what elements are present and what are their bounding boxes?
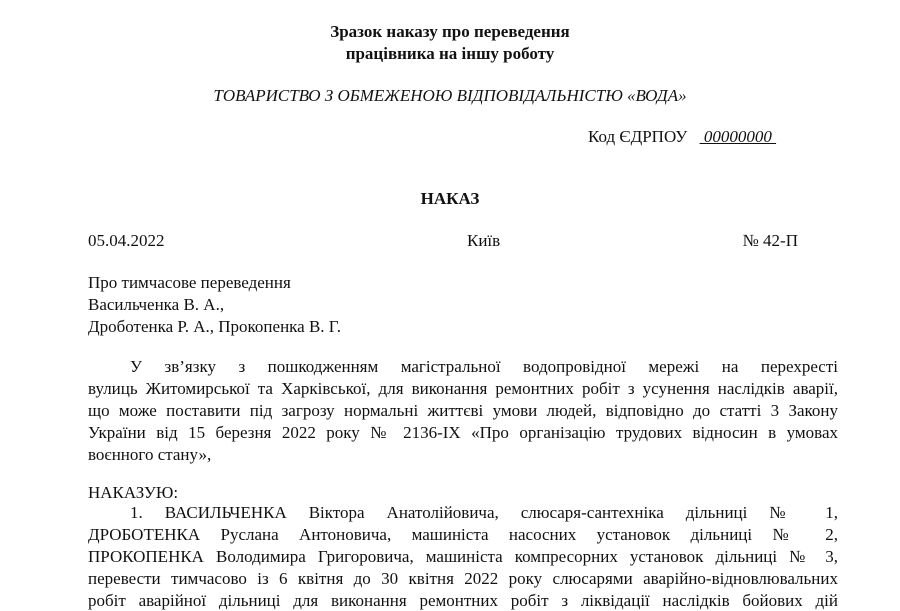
order-item1-line-5: робіт аварійної дільниці для виконання ремонтних робіт з ліквідації наслідків бойових дій [88, 591, 838, 610]
order-city: Київ [467, 231, 501, 250]
document-title-line2: працівника на іншу роботу [345, 44, 555, 63]
order-item1-line-4: перевести тимчасово із 6 квітня до 30 квітня 2022 року слюсарями аварійно-відновлювальних [88, 569, 838, 588]
subject-line-2: Васильченка В. А., [88, 295, 225, 314]
subject-line-3: Дроботенка Р. А., Прокопенка В. Г. [88, 317, 341, 336]
order-item1-line-3: ПРОКОПЕНКА Володимира Григоровича, машиніста компресорних установок дільниці № 3, [88, 547, 838, 566]
document-title-line1: Зразок наказу про переведення [330, 22, 570, 41]
order-item1-line-1: 1. ВАСИЛЬЧЕНКА Віктора Анатолійовича, слюсаря-сантехніка дільниці № 1, [130, 503, 838, 522]
edrpou-label: Код ЄДРПОУ [588, 127, 688, 146]
orders-label: НАКАЗУЮ: [88, 483, 179, 502]
order-item1-line-2: ДРОБОТЕНКА Руслана Антоновича, машиніста насосних установок дільниці № 2, [88, 525, 838, 544]
preamble-line-5: воєнного стану», [88, 445, 212, 464]
subject-line-1: Про тимчасове переведення [88, 273, 291, 292]
order-number: № 42-П [742, 231, 798, 250]
edrpou-value: 00000000 [699, 127, 777, 146]
preamble-line-2: вулиць Житомирської та Харківської, для виконання ремонтних робіт з усунення наслідків аварії, [88, 379, 838, 398]
company-name: ТОВАРИСТВО З ОБМЕЖЕНОЮ ВІДПОВІДАЛЬНІСТЮ «ВОДА» [213, 86, 687, 105]
edrpou-row [588, 127, 776, 147]
order-date: 05.04.2022 [88, 231, 165, 250]
preamble-line-3: що може поставити під загрозу нормальні життєві умови людей, відповідно до статті 3 Закону [88, 401, 838, 420]
preamble-line-4: України від 15 березня 2022 року № 2136-IX «Про організацію трудових відносин в умовах [88, 423, 838, 442]
order-heading: НАКАЗ [420, 189, 480, 208]
preamble-line-1: У зв’язку з пошкодженням магістральної водопровідної мережі на перехресті [130, 357, 838, 376]
